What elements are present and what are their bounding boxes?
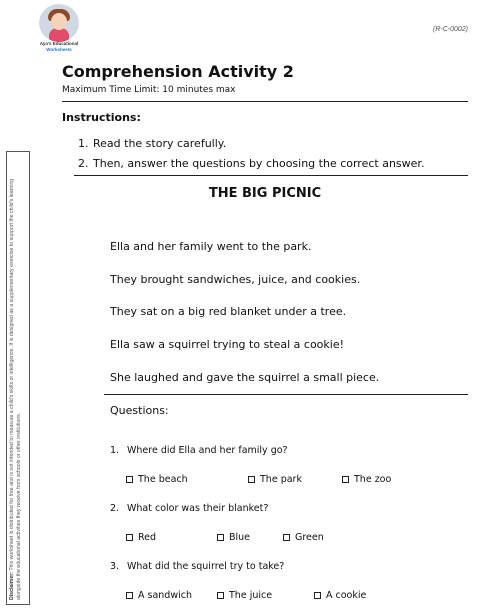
disclaimer-text (7, 152, 31, 606)
option-label: The beach (138, 474, 188, 485)
instruction-item (78, 137, 226, 150)
checkbox[interactable] (342, 476, 349, 483)
disclaimer-body: This worksheet is distributed for free and is not intended to measure a child's skills or intelligence. It is designed as a supplementary exercise to support the child's learning alongside the educational activities they receive from schools or other institutions. (9, 178, 22, 600)
option-the-juice[interactable] (217, 590, 272, 601)
disclaimer-box (6, 151, 30, 605)
story-line: Ella and her family went to the park. (110, 240, 312, 253)
question-text: Where did Ella and her family go? (127, 445, 288, 456)
option-label: The zoo (354, 474, 392, 485)
option-a-cookie[interactable] (314, 590, 366, 601)
option-label: The juice (229, 590, 273, 601)
checkbox[interactable] (217, 592, 224, 599)
option-the-zoo[interactable] (342, 474, 391, 485)
checkbox[interactable] (248, 476, 255, 483)
option-red[interactable] (126, 532, 156, 543)
option-label: A cookie (326, 590, 367, 601)
instruction-item (78, 157, 424, 170)
instruction-text: Then, answer the questions by choosing the correct answer. (93, 157, 425, 170)
divider (104, 394, 468, 395)
logo-text-line1: Aya's Educational (39, 41, 79, 46)
question-2 (110, 503, 268, 514)
time-limit: Maximum Time Limit: 10 minutes max (62, 85, 236, 95)
option-the-beach[interactable] (126, 474, 188, 485)
instruction-number: 1. (78, 137, 89, 150)
instruction-text: Read the story carefully. (93, 137, 227, 150)
divider (62, 101, 468, 102)
brand-logo (30, 4, 88, 54)
option-label: Green (295, 532, 324, 543)
logo-text-line2: Worksheets (46, 47, 72, 52)
page-title: Comprehension Activity 2 (62, 62, 294, 81)
story-line: Ella saw a squirrel trying to steal a cookie! (110, 338, 345, 351)
option-label: A sandwich (138, 590, 192, 601)
story-title: THE BIG PICNIC (208, 186, 322, 201)
checkbox[interactable] (126, 534, 133, 541)
option-label: The park (260, 474, 302, 485)
question-number: 1. (110, 445, 120, 456)
worksheet-code: (R-C-0002) (432, 26, 468, 33)
checkbox[interactable] (314, 592, 321, 599)
disclaimer-label: Disclaimer: (9, 572, 15, 600)
question-text: What did the squirrel try to take? (127, 561, 285, 572)
checkbox[interactable] (283, 534, 290, 541)
option-the-park[interactable] (248, 474, 302, 485)
instruction-number: 2. (78, 157, 89, 170)
story-line: They brought sandwiches, juice, and cookies. (110, 273, 361, 286)
question-3 (110, 561, 284, 572)
divider (74, 175, 468, 176)
story-line: They sat on a big red blanket under a tree. (110, 305, 347, 318)
instructions-heading: Instructions: (62, 111, 141, 124)
story-line: She laughed and gave the squirrel a small piece. (110, 371, 380, 384)
checkbox[interactable] (126, 592, 133, 599)
option-label: Blue (229, 532, 251, 543)
question-1 (110, 445, 288, 456)
question-number: 3. (110, 561, 120, 572)
option-blue[interactable] (217, 532, 250, 543)
option-label: Red (138, 532, 157, 543)
option-a-sandwich[interactable] (126, 590, 192, 601)
checkbox[interactable] (126, 476, 133, 483)
logo-illustration (39, 4, 79, 42)
questions-heading: Questions: (110, 404, 169, 417)
checkbox[interactable] (217, 534, 224, 541)
question-number: 2. (110, 503, 120, 514)
option-green[interactable] (283, 532, 324, 543)
question-text: What color was their blanket? (127, 503, 269, 514)
